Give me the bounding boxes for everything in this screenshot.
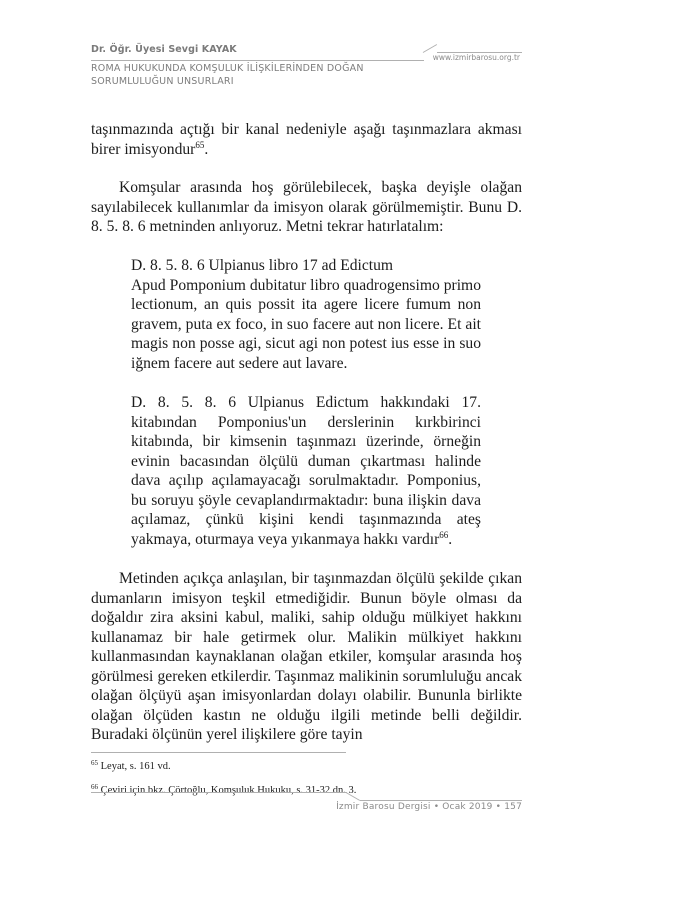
- paragraph-1-end: .: [204, 140, 209, 158]
- header-url: www.izmirbarosu.org.tr: [432, 53, 520, 62]
- paragraph-1: [91, 120, 522, 159]
- footer-rule-left: [91, 792, 347, 793]
- footnote-text: Leyat, s. 161 vd.: [100, 761, 171, 772]
- quote-turkish-end: .: [448, 530, 453, 548]
- footnote-number: 66: [91, 783, 98, 791]
- paragraph-3-text: Metinden açıkça anlaşılan, bir taşınmazdan ölçülü şekilde çıkan dumanların imisyon teşkil etmediğidir. Bunun böyle olması da doğaldır zira aksini kabul, maliki, sahip olduğu mülkiyet hakkını kullanamaz bir hale getirmek olur. Malikin mülkiyet hakkını kullanmasından kaynaklanan olağan etkiler, komşular arasında hoş görülmesi gereken etkilerdir. Taşınmaz malikinin sorumluluğu ancak olağan ölçüyü aşan imisyonlardan dolayı olabilir. Bununla birlikte olağan ölçüden kastın ne olduğu ilgili metinde belli değildir. Buradaki ölçünün yerel ilişkilere göre tayin: [91, 570, 522, 743]
- header-title: [91, 62, 391, 88]
- header-author: Dr. Öğr. Üyesi Sevgi KAYAK: [91, 44, 237, 55]
- paragraph-2-text: Komşular arasında hoş görülebilecek, başka deyişle olağan sayılabilecek kullanımlar da imisyon olarak görülmemiştir. Bunu D. 8. 5. 8. 6 metninden anlıyoruz. Metni tekrar hatırlatalım:: [91, 179, 522, 235]
- paragraph-2: [91, 178, 522, 237]
- quote-latin: [131, 256, 481, 373]
- footnote-ref-66: 66: [439, 529, 449, 540]
- footnote-rule: [91, 752, 346, 753]
- paragraph-3: [91, 569, 522, 745]
- header-rule: [91, 60, 424, 61]
- footnote-ref-65: 65: [195, 139, 205, 150]
- footnote-number: 65: [91, 759, 98, 767]
- footer-journal-info: İzmir Barosu Dergisi • Ocak 2019 • 157: [336, 802, 522, 812]
- footnote-66: [91, 784, 522, 797]
- footer-rule-right: [360, 800, 522, 801]
- quote-turkish: [131, 393, 481, 549]
- header-title-line1: ROMA HUKUKUNDA KOMŞULUK İLİŞKİLERİNDEN DOĞAN: [91, 63, 364, 74]
- paragraph-1-text: taşınmazında açtığı bir kanal nedeniyle aşağı taşınmazlara akması birer imisyondur: [91, 121, 522, 158]
- quote-latin-reference: D. 8. 5. 8. 6 Ulpianus libro 17 ad Edictum: [131, 257, 394, 274]
- header-title-line2: SORUMLULUĞUN UNSURLARI: [91, 76, 234, 87]
- quote-latin-text: Apud Pomponium dubitatur libro quadrogensimo primo lectionum, an quis possit ita agere licere fumum non gravem, puta ex foco, in suo facere aut non licere. Et ait magis non posse agi, sicut agi non potest ius esse in suo iğnem facere aut sedere aut lavare.: [131, 276, 481, 372]
- header-rule-slope: [423, 44, 437, 53]
- quote-turkish-text: D. 8. 5. 8. 6 Ulpianus Edictum hakkındaki 17. kitabından Pomponius'un derslerinin kırkbirinci kitabında, bir kimsenin taşınmazı üzerinde, örneğin evinin bacasından ölçülü duman çıkartması halinde dava açılıp açılamayacağı sorulmaktadır. Pomponius, bu soruyu şöyle cevaplandırmaktadır: buna ilişkin dava açılamaz, çünkü kişini kendi taşınmazında ateş yakmaya, oturmaya veya yıkanmaya hakkı vardır: [131, 394, 481, 548]
- footnote-65: [91, 760, 522, 773]
- footnote-text: Çeviri için bkz. Çörtoğlu, Komşuluk Hukuku, s. 31-32 dn. 3.: [100, 785, 357, 796]
